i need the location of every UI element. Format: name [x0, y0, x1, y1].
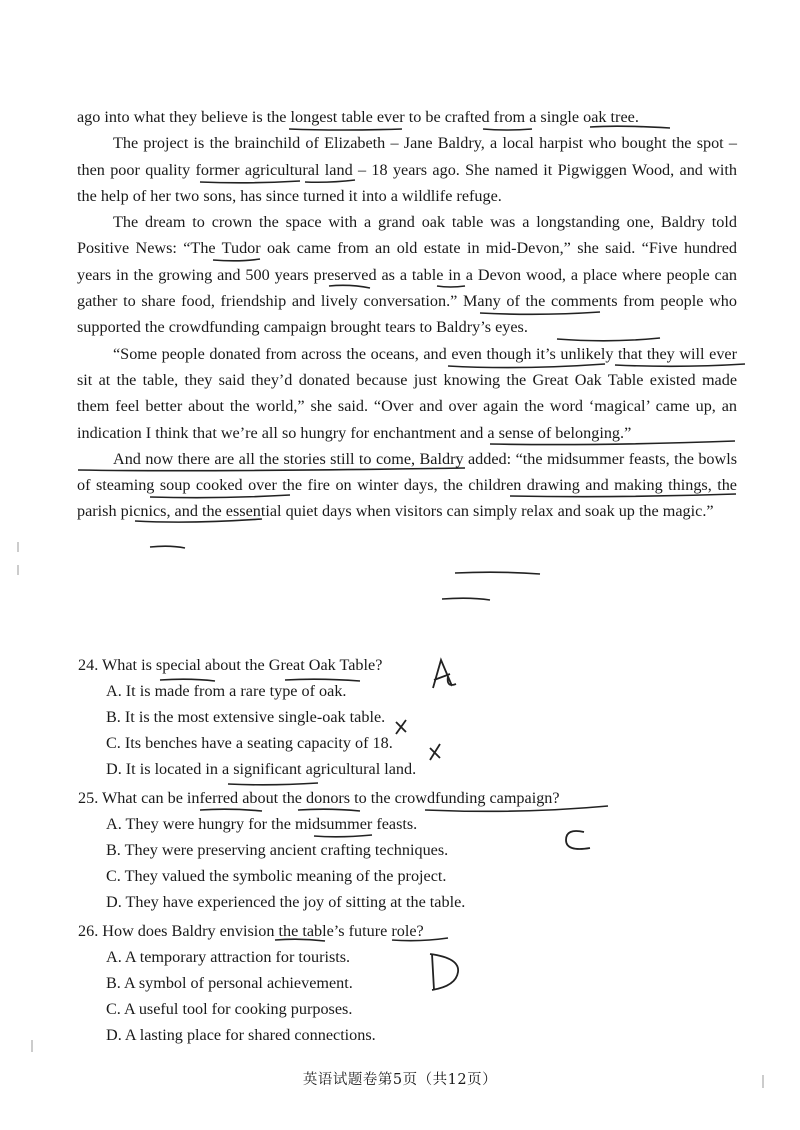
option-a: A. It is made from a rare type of oak. — [106, 682, 347, 700]
option-b: B. A symbol of personal achievement. — [106, 974, 353, 992]
passage-paragraph-5: And now there are all the stories still to come, Baldry added: “the midsummer feasts, the bowls of steaming soup cooked over the fire on winter days, the children drawing and making things, the parish picnics, and the essential quiet days when visitors can simply relax and soak up the magic.” — [77, 449, 737, 521]
reading-passage — [77, 104, 737, 525]
option-a: A. They were hungry for the midsummer feasts. — [106, 815, 418, 833]
option-b: B. They were preserving ancient crafting techniques. — [106, 841, 449, 859]
question-26 — [78, 918, 718, 1048]
question-list — [78, 652, 718, 1051]
question-24 — [78, 652, 718, 782]
option-d: D. They have experienced the joy of sitting at the table. — [106, 893, 466, 911]
option-d: D. It is located in a significant agricultural land. — [106, 760, 417, 778]
question-25 — [78, 785, 718, 915]
question-stem: 24. What is special about the Great Oak Table? — [78, 656, 383, 674]
passage-paragraph-4: “Some people donated from across the oceans, and even though it’s unlikely that they will ever sit at the table, they said they’d donated because just knowing the Great Oak Table existed made them feel better about the world,” she said. “Over and over again the word ‘magical’ came up, an indication I think that we’re all so hungry for enchantment and a sense of belonging.” — [77, 344, 737, 442]
option-a: A. A temporary attraction for tourists. — [106, 948, 351, 966]
page-footer: 英语试题卷第5页（共12页） — [302, 1072, 498, 1088]
passage-paragraph-3: The dream to crown the space with a grand oak table was a longstanding one, Baldry told Positive News: “The Tudor oak came from an old estate in mid-Devon,” she said. “Five hundred years in the growing and 500 years preserved as a table in a Devon wood, a place where people can gather to share food, friendship and lively conversation.” Many of the comments from people who supported the crowdfunding campaign brought tears to Baldry’s eyes. — [77, 213, 737, 337]
option-c: C. Its benches have a seating capacity of 18. — [106, 734, 393, 752]
option-b: B. It is the most extensive single-oak table. — [106, 708, 386, 726]
passage-paragraph-1: ago into what they believe is the longest table ever to be crafted from a single oak tree. — [77, 108, 639, 126]
passage-paragraph-2: The project is the brainchild of Elizabeth – Jane Baldry, a local harpist who bought the spot – then poor quality former agricultural land – 18 years ago. She named it Pigwiggen Wood, and with the help of her two sons, has since turned it into a wildlife refuge. — [77, 134, 737, 205]
option-c: C. A useful tool for cooking purposes. — [106, 1000, 353, 1018]
option-c: C. They valued the symbolic meaning of the project. — [106, 867, 447, 885]
question-stem: 26. How does Baldry envision the table’s future role? — [78, 922, 424, 940]
question-stem: 25. What can be inferred about the donors to the crowdfunding campaign? — [78, 789, 560, 807]
option-d: D. A lasting place for shared connections. — [106, 1026, 376, 1044]
